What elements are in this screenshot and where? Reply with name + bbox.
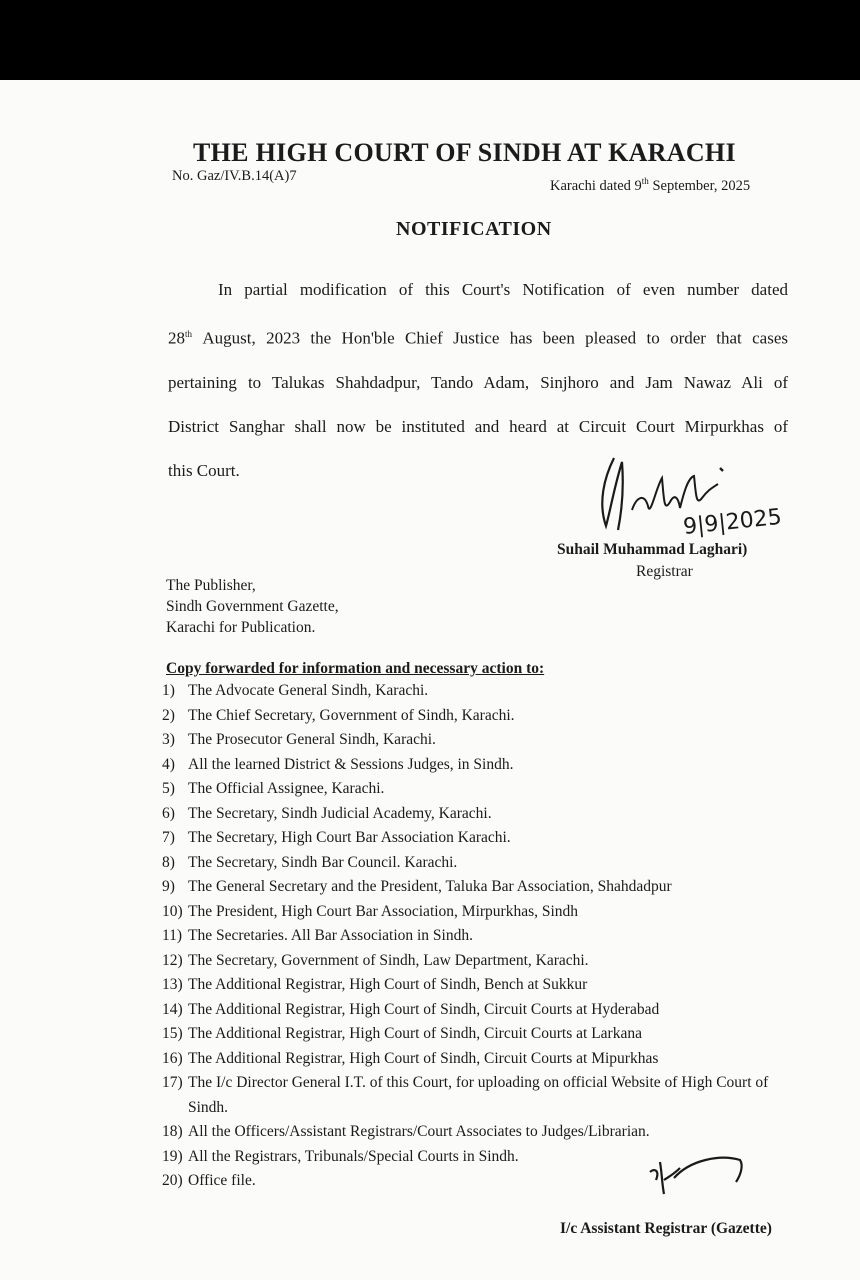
list-item bbox=[162, 924, 802, 949]
item-text: The Secretary, Government of Sindh, Law Department, Karachi. bbox=[188, 951, 589, 969]
registrar-signature bbox=[592, 448, 822, 540]
item-text: The Secretaries. All Bar Association in Sindh. bbox=[188, 927, 473, 944]
item-text: The Official Assignee, Karachi. bbox=[188, 780, 385, 797]
item-number: 7) bbox=[162, 829, 175, 846]
item-text: All the Registrars, Tribunals/Special Courts in Sindh. bbox=[188, 1147, 519, 1165]
item-number: 15) bbox=[162, 1025, 183, 1042]
item-number: 14) bbox=[162, 1000, 183, 1018]
publisher-line-1: The Publisher, bbox=[166, 577, 256, 594]
item-text: The Secretary, High Court Bar Association Karachi. bbox=[188, 829, 511, 846]
list-item bbox=[162, 851, 802, 876]
item-number: 5) bbox=[162, 780, 175, 797]
item-text: The Advocate General Sindh, Karachi. bbox=[188, 682, 429, 699]
item-number: 18) bbox=[162, 1123, 183, 1140]
reference-number: No. Gaz/IV.B.14(A)7 bbox=[172, 168, 297, 184]
item-number: 16) bbox=[162, 1049, 183, 1067]
item-number: 1) bbox=[162, 682, 175, 699]
copy-forwarded-list bbox=[162, 679, 802, 1194]
court-title: THE HIGH COURT OF SINDH AT KARACHI bbox=[193, 138, 736, 167]
assistant-registrar-designation: I/c Assistant Registrar (Gazette) bbox=[560, 1220, 772, 1237]
item-number: 12) bbox=[162, 951, 183, 969]
publisher-line-2: Sindh Government Gazette, bbox=[166, 598, 339, 615]
list-item bbox=[162, 826, 802, 851]
item-text: The Secretary, Sindh Judicial Academy, Karachi. bbox=[188, 804, 492, 822]
item-text: The Chief Secretary, Government of Sindh, Karachi. bbox=[188, 706, 515, 724]
registrar-designation: Registrar bbox=[636, 563, 693, 580]
item-text: The Additional Registrar, High Court of Sindh, Circuit Courts at Mipurkhas bbox=[188, 1049, 659, 1067]
item-number: 20) bbox=[162, 1172, 183, 1189]
item-text: The I/c Director General I.T. of this Court, for uploading on official Website of High Court of Sindh. bbox=[188, 1074, 769, 1116]
publisher-line-3: Karachi for Publication. bbox=[166, 619, 316, 636]
body-line-4: District Sanghar shall now be instituted and heard at Circuit Court Mirpurkhas of bbox=[168, 416, 788, 436]
item-text: The General Secretary and the President, Taluka Bar Association, Shahdadpur bbox=[188, 878, 672, 895]
date-suffix: September, 2025 bbox=[648, 177, 751, 194]
item-number: 17) bbox=[162, 1074, 183, 1091]
list-item bbox=[162, 973, 802, 998]
list-item bbox=[162, 777, 802, 802]
registrar-name: Suhail Muhammad Laghari) bbox=[557, 541, 748, 558]
list-item bbox=[162, 704, 802, 729]
item-text: The Additional Registrar, High Court of Sindh, Circuit Courts at Hyderabad bbox=[188, 1000, 660, 1018]
item-number: 13) bbox=[162, 976, 183, 993]
item-text: All the Officers/Assistant Registrars/Court Associates to Judges/Librarian. bbox=[188, 1123, 650, 1140]
list-item bbox=[162, 1071, 802, 1120]
item-number: 2) bbox=[162, 706, 175, 724]
item-number: 3) bbox=[162, 731, 175, 748]
list-item bbox=[162, 1120, 802, 1145]
item-text: All the learned District & Sessions Judges, in Sindh. bbox=[188, 755, 514, 773]
list-item bbox=[162, 875, 802, 900]
list-item bbox=[162, 753, 802, 778]
item-number: 19) bbox=[162, 1147, 183, 1165]
body-line-2-sup: th bbox=[185, 329, 193, 339]
item-text: The Additional Registrar, High Court of Sindh, Bench at Sukkur bbox=[188, 976, 588, 993]
body-line-1: In partial modification of this Court's Notification of even number dated bbox=[218, 280, 788, 299]
date-prefix: Karachi dated 9 bbox=[550, 177, 642, 194]
body-line-2 bbox=[168, 312, 788, 361]
list-item bbox=[162, 728, 802, 753]
item-text: The Prosecutor General Sindh, Karachi. bbox=[188, 731, 436, 748]
item-number: 10) bbox=[162, 902, 183, 920]
body-line-2-text: August, 2023 the Hon'ble Chief Justice has been pleased to order that cases bbox=[202, 328, 789, 348]
list-item bbox=[162, 1022, 802, 1047]
body-line-3: pertaining to Talukas Shahdadpur, Tando Adam, Sinjhoro and Jam Nawaz Ali of bbox=[168, 372, 788, 392]
item-text: The Secretary, Sindh Bar Council. Karachi. bbox=[188, 853, 458, 871]
list-item bbox=[162, 949, 802, 974]
list-item bbox=[162, 802, 802, 827]
list-item bbox=[162, 998, 802, 1023]
list-item bbox=[162, 1047, 802, 1072]
item-number: 6) bbox=[162, 804, 175, 822]
item-number: 9) bbox=[162, 878, 175, 895]
item-text: Office file. bbox=[188, 1172, 256, 1189]
item-number: 11) bbox=[162, 927, 183, 944]
notification-heading: NOTIFICATION bbox=[396, 218, 552, 240]
top-black-bar bbox=[0, 0, 860, 80]
body-line-2-day: 28 bbox=[168, 328, 185, 348]
item-text: The Additional Registrar, High Court of Sindh, Circuit Courts at Larkana bbox=[188, 1025, 642, 1042]
item-number: 4) bbox=[162, 755, 175, 773]
dated-line bbox=[550, 176, 750, 195]
copy-forwarded-heading: Copy forwarded for information and necessary action to: bbox=[166, 660, 545, 677]
list-item bbox=[162, 679, 802, 704]
assistant-registrar-initials bbox=[640, 1150, 750, 1200]
signature-date: 9|9|2025 bbox=[682, 504, 783, 540]
publisher-block bbox=[166, 575, 339, 638]
list-item bbox=[162, 900, 802, 925]
date-superscript: th bbox=[641, 176, 649, 186]
item-text: The President, High Court Bar Association, Mirpurkhas, Sindh bbox=[188, 902, 579, 920]
item-number: 8) bbox=[162, 853, 175, 871]
body-line-5: this Court. bbox=[168, 460, 240, 480]
